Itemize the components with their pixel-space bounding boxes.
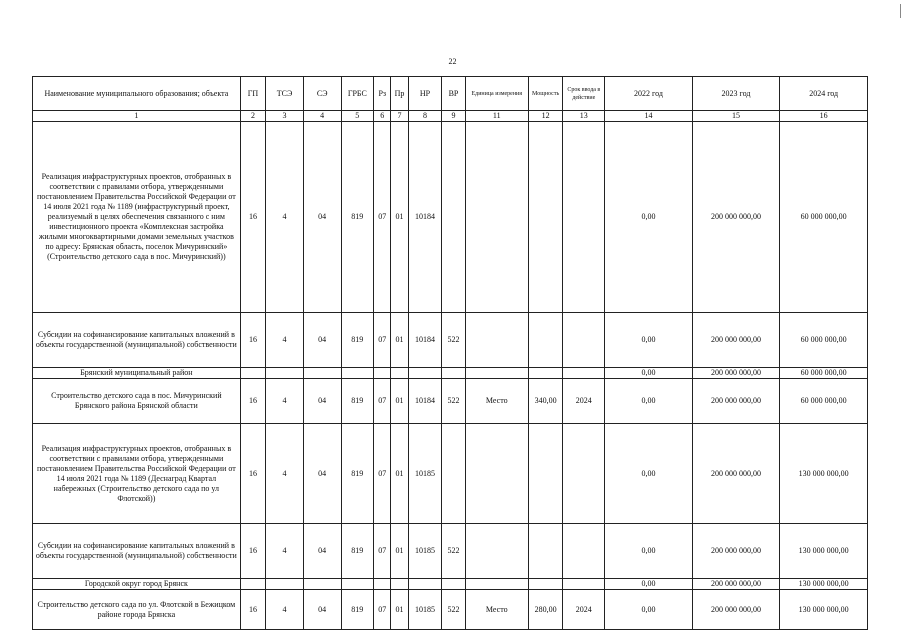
column-number: 13: [563, 111, 605, 122]
table-row: [33, 122, 868, 313]
unit: [465, 368, 528, 379]
amount-2024: 60 000 000,00: [780, 313, 868, 368]
capacity: [528, 122, 563, 313]
capacity: [528, 579, 563, 590]
rz: 07: [374, 313, 391, 368]
vr: 522: [442, 379, 465, 424]
nr: 10184: [408, 122, 442, 313]
column-number: 14: [605, 111, 693, 122]
tse: [266, 368, 304, 379]
amount-2022: 0,00: [605, 122, 693, 313]
rz: [374, 579, 391, 590]
pr: 01: [391, 590, 408, 630]
amount-2022: 0,00: [605, 579, 693, 590]
amount-2023: 200 000 000,00: [692, 313, 780, 368]
object-name: Реализация инфраструктурных проектов, отобранных в соответствии с правилами отбора, утвержденными постановлением Правительства Российской Федерации от 14 июля 2021 года № 1189 (Деснаград Квартал набережных (Строительство детского сада по ул Флотской)): [33, 424, 241, 524]
unit: [465, 313, 528, 368]
header-gp: ГП: [240, 77, 265, 111]
pr: [391, 579, 408, 590]
rz: 07: [374, 424, 391, 524]
object-name: Субсидии на софинансирование капитальных вложений в объекты государственной (муниципальной) собственности: [33, 524, 241, 579]
header-pr: Пр: [391, 77, 408, 111]
rz: 07: [374, 122, 391, 313]
header-capacity: Мощность: [528, 77, 563, 111]
commission-date: [563, 368, 605, 379]
header-2024: 2024 год: [780, 77, 868, 111]
column-number: 4: [303, 111, 341, 122]
column-number: 1: [33, 111, 241, 122]
capacity: [528, 368, 563, 379]
tse: 4: [266, 424, 304, 524]
nr: 10185: [408, 524, 442, 579]
gp: 16: [240, 524, 265, 579]
commission-date: [563, 313, 605, 368]
header-commission-date: Срок ввода в действие: [563, 77, 605, 111]
column-number: 15: [692, 111, 780, 122]
grbs: 819: [341, 122, 374, 313]
header-se: СЭ: [303, 77, 341, 111]
header-tse: ТСЭ: [266, 77, 304, 111]
grbs: [341, 579, 374, 590]
unit: [465, 579, 528, 590]
column-number: 7: [391, 111, 408, 122]
unit: [465, 524, 528, 579]
se: 04: [303, 424, 341, 524]
capacity: [528, 424, 563, 524]
amount-2024: 130 000 000,00: [780, 524, 868, 579]
amount-2024: 60 000 000,00: [780, 368, 868, 379]
object-name: Брянский муниципальный район: [33, 368, 241, 379]
grbs: 819: [341, 524, 374, 579]
gp: 16: [240, 122, 265, 313]
amount-2023: 200 000 000,00: [692, 590, 780, 630]
table-row: [33, 424, 868, 524]
tse: 4: [266, 524, 304, 579]
pr: 01: [391, 379, 408, 424]
header-2022: 2022 год: [605, 77, 693, 111]
nr: 10185: [408, 590, 442, 630]
column-number: 2: [240, 111, 265, 122]
amount-2024: 130 000 000,00: [780, 590, 868, 630]
amount-2022: 0,00: [605, 590, 693, 630]
page-number: 22: [448, 57, 457, 66]
header-vr: ВР: [442, 77, 465, 111]
se: 04: [303, 524, 341, 579]
nr: 10184: [408, 313, 442, 368]
rz: 07: [374, 379, 391, 424]
vr: 522: [442, 524, 465, 579]
rz: 07: [374, 524, 391, 579]
se: [303, 368, 341, 379]
tse: 4: [266, 590, 304, 630]
header-unit: Единица измерения: [465, 77, 528, 111]
column-number: 12: [528, 111, 563, 122]
se: 04: [303, 313, 341, 368]
commission-date: 2024: [563, 590, 605, 630]
unit: [465, 122, 528, 313]
column-number-row: [33, 111, 868, 122]
unit: [465, 424, 528, 524]
se: [303, 579, 341, 590]
object-name: Строительство детского сада по ул. Флотской в Бежицком районе города Брянска: [33, 590, 241, 630]
grbs: 819: [341, 313, 374, 368]
column-number: 8: [408, 111, 442, 122]
column-number: 11: [465, 111, 528, 122]
amount-2024: 60 000 000,00: [780, 379, 868, 424]
se: 04: [303, 122, 341, 313]
tse: 4: [266, 122, 304, 313]
capacity: 340,00: [528, 379, 563, 424]
column-number: 9: [442, 111, 465, 122]
grbs: 819: [341, 424, 374, 524]
capacity: [528, 524, 563, 579]
gp: [240, 579, 265, 590]
nr: [408, 368, 442, 379]
commission-date: [563, 524, 605, 579]
pr: 01: [391, 313, 408, 368]
table-row: [33, 368, 868, 379]
table-row: [33, 590, 868, 630]
pr: 01: [391, 122, 408, 313]
column-number: 6: [374, 111, 391, 122]
se: 04: [303, 379, 341, 424]
pr: 01: [391, 424, 408, 524]
table-row: [33, 313, 868, 368]
commission-date: [563, 424, 605, 524]
header-name: Наименование муниципального образования; объекта: [33, 77, 241, 111]
vr: [442, 579, 465, 590]
vr: 522: [442, 313, 465, 368]
tse: 4: [266, 313, 304, 368]
amount-2023: 200 000 000,00: [692, 424, 780, 524]
tse: 4: [266, 379, 304, 424]
amount-2022: 0,00: [605, 313, 693, 368]
pr: 01: [391, 524, 408, 579]
amount-2023: 200 000 000,00: [692, 524, 780, 579]
capacity: [528, 313, 563, 368]
vr: 522: [442, 590, 465, 630]
tse: [266, 579, 304, 590]
gp: [240, 368, 265, 379]
header-row: [33, 77, 868, 111]
amount-2023: 200 000 000,00: [692, 579, 780, 590]
table-row: [33, 579, 868, 590]
se: 04: [303, 590, 341, 630]
amount-2022: 0,00: [605, 379, 693, 424]
grbs: [341, 368, 374, 379]
gp: 16: [240, 424, 265, 524]
header-grbs: ГРБС: [341, 77, 374, 111]
gp: 16: [240, 590, 265, 630]
table-row: [33, 524, 868, 579]
gp: 16: [240, 379, 265, 424]
amount-2024: 130 000 000,00: [780, 579, 868, 590]
scan-edge-mark: [900, 4, 901, 18]
object-name: Субсидии на софинансирование капитальных вложений в объекты государственной (муниципальной) собственности: [33, 313, 241, 368]
grbs: 819: [341, 590, 374, 630]
table-row: [33, 379, 868, 424]
nr: 10185: [408, 424, 442, 524]
column-number: 16: [780, 111, 868, 122]
amount-2022: 0,00: [605, 424, 693, 524]
vr: [442, 424, 465, 524]
amount-2022: 0,00: [605, 368, 693, 379]
budget-table: [32, 76, 868, 630]
amount-2022: 0,00: [605, 524, 693, 579]
commission-date: [563, 579, 605, 590]
grbs: 819: [341, 379, 374, 424]
capacity: 280,00: [528, 590, 563, 630]
rz: [374, 368, 391, 379]
pr: [391, 368, 408, 379]
rz: 07: [374, 590, 391, 630]
unit: Место: [465, 379, 528, 424]
object-name: Строительство детского сада в пос. Мичуринский Брянского района Брянской области: [33, 379, 241, 424]
column-number: 3: [266, 111, 304, 122]
amount-2023: 200 000 000,00: [692, 368, 780, 379]
amount-2023: 200 000 000,00: [692, 122, 780, 313]
nr: 10184: [408, 379, 442, 424]
commission-date: 2024: [563, 379, 605, 424]
column-number: 5: [341, 111, 374, 122]
amount-2023: 200 000 000,00: [692, 379, 780, 424]
header-rz: Рз: [374, 77, 391, 111]
gp: 16: [240, 313, 265, 368]
header-nr: НР: [408, 77, 442, 111]
amount-2024: 130 000 000,00: [780, 424, 868, 524]
object-name: Реализация инфраструктурных проектов, отобранных в соответствии с правилами отбора, утвержденными постановлением Правительства Российской Федерации от 14 июля 2021 года № 1189 (инфраструктурный проект, реализуемый в целях обеспечения связанного с ним инвестиционного проекта «Комплексная застройка жилыми многоквартирными домами земельных участков по адресу: Брянская область, поселок Мичуринский» (Строительство детского сада в пос. Мичуринский)): [33, 122, 241, 313]
unit: Место: [465, 590, 528, 630]
commission-date: [563, 122, 605, 313]
amount-2024: 60 000 000,00: [780, 122, 868, 313]
header-2023: 2023 год: [692, 77, 780, 111]
vr: [442, 368, 465, 379]
table-body: [33, 122, 868, 630]
object-name: Городской округ город Брянск: [33, 579, 241, 590]
nr: [408, 579, 442, 590]
vr: [442, 122, 465, 313]
